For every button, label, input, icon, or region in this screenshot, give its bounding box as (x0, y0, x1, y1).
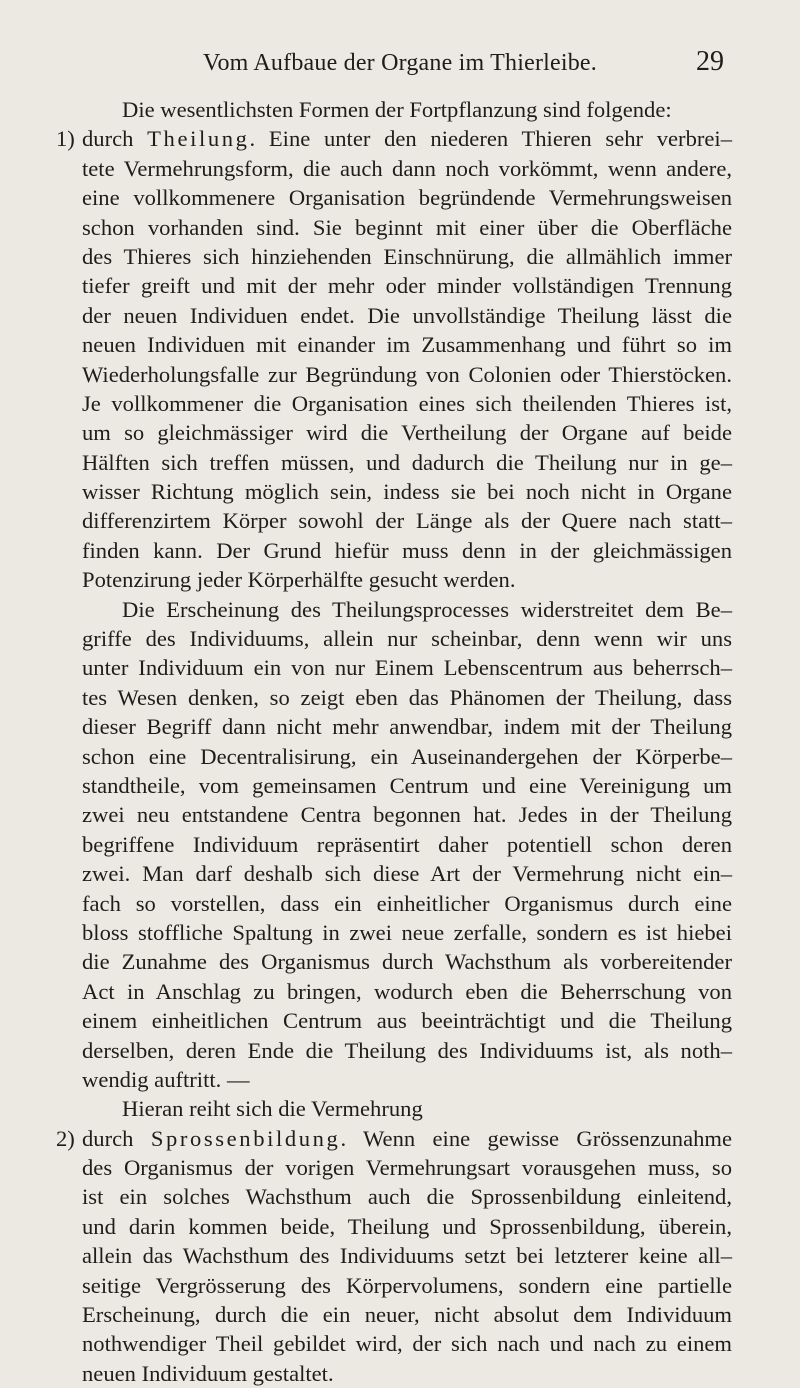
text-line: bloss stoffliche Spaltung in zwei neue zerfalle, sondern es ist hiebei (82, 919, 732, 945)
running-header (0, 46, 800, 84)
text-line: differenzirtem Körper sowohl der Länge als der Quere nach statt– (82, 508, 732, 534)
text-line: nothwendiger Theil gebildet wird, der sich nach und nach zu einem (82, 1331, 732, 1357)
text-line: fach so vorstellen, dass ein einheitlicher Organismus durch eine (82, 890, 732, 916)
list-number-1: 1) (56, 126, 75, 152)
text-line: standtheile, vom gemeinsamen Centrum und eine Vereinigung um (82, 772, 732, 798)
text-fragment: . Wenn eine gewisse Grössenzunahme (340, 1125, 732, 1151)
text-line: Potenzirung jeder Körperhälfte gesucht werden. (82, 567, 516, 593)
text-line: der neuen Individuen endet. Die unvollständige Theilung lässt die (82, 302, 732, 328)
text-fragment: . Eine unter den niederen Thieren sehr verbrei– (249, 126, 733, 152)
text-line: wisser Richtung möglich sein, indess sie bei noch nicht in Organe (82, 479, 732, 505)
text-line: tes Wesen denken, so zeigt eben das Phänomen der Theilung, dass (82, 684, 732, 710)
text-line: Hälften sich treffen müssen, und dadurch die Theilung nur in ge– (82, 449, 732, 475)
text-line: neuen Individuum gestaltet. (82, 1360, 334, 1386)
text-line: um so gleichmässiger wird die Vertheilung der Organe auf beide (82, 420, 732, 446)
running-title: Vom Aufbaue der Organe im Thierleibe. (203, 50, 597, 76)
text-line: die Zunahme des Organismus durch Wachsthum als vorbereitender (82, 949, 732, 975)
text-line: zwei neu entstandene Centra begonnen hat. Jedes in der Theilung (82, 802, 732, 828)
text-line: neuen Individuen mit einander im Zusammenhang und führt so im (82, 332, 732, 358)
list-item-2-line (56, 1124, 732, 1153)
text-line: schon vorhanden sind. Sie beginnt mit einer über die Oberfläche (82, 214, 732, 240)
text-line: Hieran reiht sich die Vermehrung (122, 1096, 423, 1122)
text-line: Act in Anschlag zu bringen, wodurch eben die Beherrschung von (82, 978, 732, 1004)
list-number-2: 2) (56, 1125, 75, 1151)
text-line: unter Individuum ein von nur Einem Lebenscentrum aus beherrsch– (82, 655, 732, 681)
text-line: und darin kommen beide, Theilung und Sprossenbildung, überein, (82, 1213, 732, 1239)
text-line: dieser Begriff dann nicht mehr anwendbar, indem mit der Theilung (82, 714, 732, 740)
text-line: griffe des Individuums, allein nur scheinbar, denn wenn wir uns (82, 626, 732, 652)
text-fragment: durch (82, 126, 134, 152)
text-line: des Organismus der vorigen Vermehrungsart vorausgehen muss, so (82, 1155, 732, 1181)
text-line: zwei. Man darf deshalb sich diese Art der Vermehrung nicht ein– (82, 861, 732, 887)
text-line: Je vollkommener die Organisation eines sich theilenden Thieres ist, (82, 390, 732, 416)
text-line: Erscheinung, durch die ein neuer, nicht absolut dem Individuum (82, 1302, 732, 1328)
text-line: tiefer greift und mit der mehr oder minder vollständigen Trennung (82, 273, 732, 299)
text-line: begriffene Individuum repräsentirt daher potentiell schon deren (82, 831, 732, 857)
text-line: finden kann. Der Grund hiefür muss denn in der gleichmässigen (82, 537, 732, 563)
text-line: schon eine Decentralisirung, ein Auseinandergehen der Körperbe– (82, 743, 732, 769)
spaced-term-sprossenbildung: Sprossenbildung (150, 1125, 341, 1151)
text-line: allein das Wachsthum des Individuums setzt bei letzterer keine all– (82, 1243, 732, 1269)
text-line: Die Erscheinung des Theilungsprocesses widerstreitet dem Be– (122, 596, 732, 622)
text-fragment: durch (82, 1125, 134, 1151)
text-line: Wiederholungsfalle zur Begründung von Colonien oder Thierstöcken. (82, 361, 732, 387)
list-item-1-line (56, 124, 733, 153)
text-line: einem einheitlichen Centrum aus beeinträchtigt und die Theilung (82, 1008, 732, 1034)
page-number: 29 (696, 46, 724, 77)
text-line: ist ein solches Wachsthum auch die Sprossenbildung einleitend, (82, 1184, 732, 1210)
text-line: des Thieres sich hinziehenden Einschnürung, die allmählich immer (82, 243, 732, 269)
text-line: eine vollkommenere Organisation begründende Vermehrungsweisen (82, 185, 732, 211)
text-line: wendig auftritt. — (82, 1066, 250, 1092)
text-line: tete Vermehrungsform, die auch dann noch vorkömmt, wenn andere, (82, 155, 732, 181)
text-line: derselben, deren Ende die Theilung des Individuums ist, als noth– (82, 1037, 732, 1063)
body-text (56, 95, 733, 1388)
spaced-term-theilung: Theilung (147, 126, 250, 152)
text-line: Die wesentlichsten Formen der Fortpflanzung sind folgende: (122, 97, 672, 122)
text-line: seitige Vergrösserung des Körpervolumens, sondern eine partielle (82, 1272, 732, 1298)
